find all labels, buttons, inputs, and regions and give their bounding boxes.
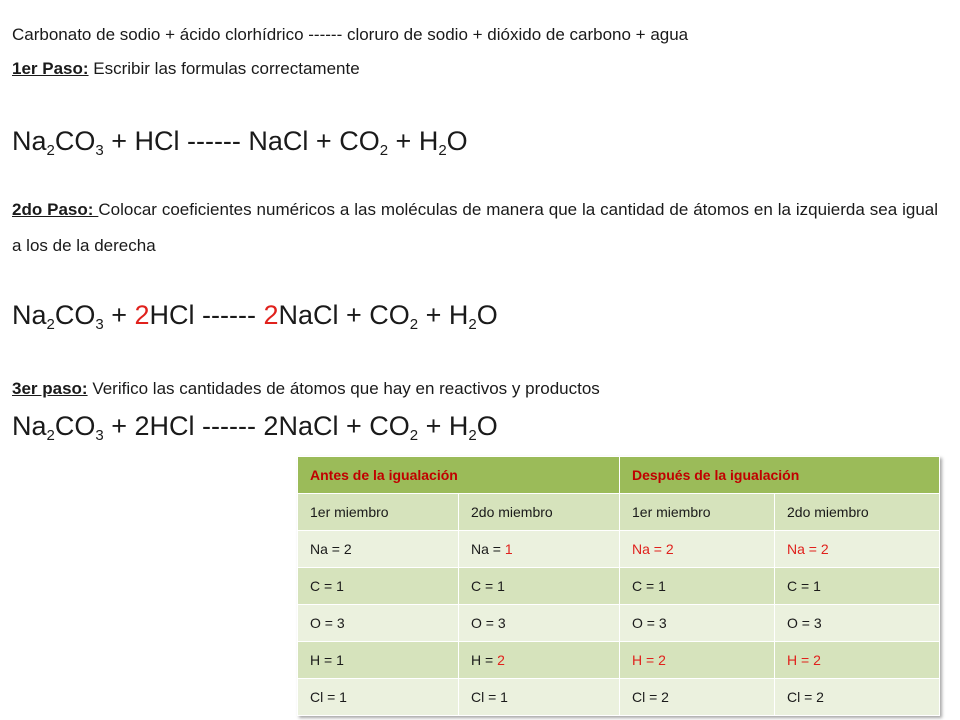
eq2-sub: 2 xyxy=(468,316,477,333)
eq3-o: O xyxy=(476,411,498,441)
eq1-o: O xyxy=(446,126,468,156)
table-row xyxy=(298,494,940,531)
cell-text: Na = xyxy=(471,541,505,557)
table-row xyxy=(298,605,940,642)
table-cell: 1er miembro xyxy=(298,494,459,531)
eq2-h: + H xyxy=(418,300,469,330)
header-after: Después de la igualación xyxy=(620,457,940,494)
step3-line xyxy=(12,379,600,399)
eq2-hcl: HCl ------ xyxy=(149,300,264,330)
eq1-sub: 2 xyxy=(379,142,389,159)
step3-label: 3er paso: xyxy=(12,379,88,398)
table-header-row xyxy=(298,457,940,494)
table-cell: Na = 2 xyxy=(775,531,940,568)
table-cell: C = 1 xyxy=(620,568,775,605)
table-cell xyxy=(298,531,459,568)
step1-label: 1er Paso: xyxy=(12,59,89,78)
cell-highlight: 2 xyxy=(497,652,505,668)
table-cell: O = 3 xyxy=(620,605,775,642)
eq1-h: + H xyxy=(388,126,439,156)
step2-text: Colocar coeficientes numéricos a las moléculas de manera que la cantidad de átomos en la izquierda sea igual a los de la derecha xyxy=(12,200,938,255)
table-cell: Na = 2 xyxy=(620,531,775,568)
step2-label: 2do Paso: xyxy=(12,200,99,219)
table-row xyxy=(298,679,940,716)
eq3-co: CO xyxy=(54,411,96,441)
table-cell xyxy=(459,531,620,568)
eq1-sub: 2 xyxy=(438,142,447,159)
step1-text: Escribir las formulas correctamente xyxy=(88,59,360,78)
eq3-sub: 2 xyxy=(468,427,477,444)
table-row xyxy=(298,642,940,679)
table-cell: H = 2 xyxy=(775,642,940,679)
eq3-mid: + 2HCl ------ 2NaCl + CO xyxy=(103,411,410,441)
eq2-na: Na xyxy=(12,300,47,330)
table-cell: H = 1 xyxy=(298,642,459,679)
eq3-h: + H xyxy=(418,411,469,441)
eq2-sub: 3 xyxy=(95,316,104,333)
eq3-na: Na xyxy=(12,411,47,441)
eq2-plus: + xyxy=(103,300,135,330)
table-cell: O = 3 xyxy=(459,605,620,642)
eq2-co: CO xyxy=(54,300,96,330)
table-cell: O = 3 xyxy=(298,605,459,642)
table-row xyxy=(298,568,940,605)
step2-paragraph xyxy=(12,192,938,264)
table-cell: 2do miembro xyxy=(775,494,940,531)
table-cell: 2do miembro xyxy=(459,494,620,531)
table-cell: 1er miembro xyxy=(620,494,775,531)
eq1-mid: + HCl ------ NaCl + CO xyxy=(103,126,380,156)
cell-text: Na = 2 xyxy=(310,541,352,557)
table-cell: C = 1 xyxy=(459,568,620,605)
step1-line xyxy=(12,59,360,79)
table-cell: H = 2 xyxy=(620,642,775,679)
eq2-nacl: NaCl + CO xyxy=(278,300,410,330)
header-before: Antes de la igualación xyxy=(298,457,620,494)
atom-count-table xyxy=(297,456,940,716)
table-cell: C = 1 xyxy=(775,568,940,605)
table-cell: Cl = 1 xyxy=(298,679,459,716)
table-cell: Cl = 2 xyxy=(775,679,940,716)
eq1-sub: 2 xyxy=(46,142,55,159)
table-cell: Cl = 2 xyxy=(620,679,775,716)
cell-highlight: 1 xyxy=(504,541,513,557)
eq2-sub: 2 xyxy=(46,316,55,333)
eq1-na: Na xyxy=(12,126,47,156)
eq2-o: O xyxy=(476,300,498,330)
eq3-sub: 2 xyxy=(46,427,55,444)
table-cell: O = 3 xyxy=(775,605,940,642)
eq2-coefficient-hcl: 2 xyxy=(134,300,150,330)
eq3-sub: 3 xyxy=(95,427,104,444)
equation-1 xyxy=(12,126,468,157)
eq2-coefficient-nacl: 2 xyxy=(263,300,279,330)
table-cell: Cl = 1 xyxy=(459,679,620,716)
eq1-sub: 3 xyxy=(95,142,104,159)
equation-3 xyxy=(12,411,498,442)
cell-text: H = xyxy=(471,652,498,668)
eq1-co: CO xyxy=(54,126,96,156)
table-row xyxy=(298,531,940,568)
eq3-sub: 2 xyxy=(409,427,419,444)
equation-2 xyxy=(12,300,498,331)
table-cell xyxy=(459,642,620,679)
table-cell: C = 1 xyxy=(298,568,459,605)
eq2-sub: 2 xyxy=(409,316,419,333)
step3-text: Verifico las cantidades de átomos que hay en reactivos y productos xyxy=(87,379,600,398)
intro-text: Carbonato de sodio + ácido clorhídrico ------ cloruro de sodio + dióxido de carbono + agua xyxy=(12,25,689,44)
